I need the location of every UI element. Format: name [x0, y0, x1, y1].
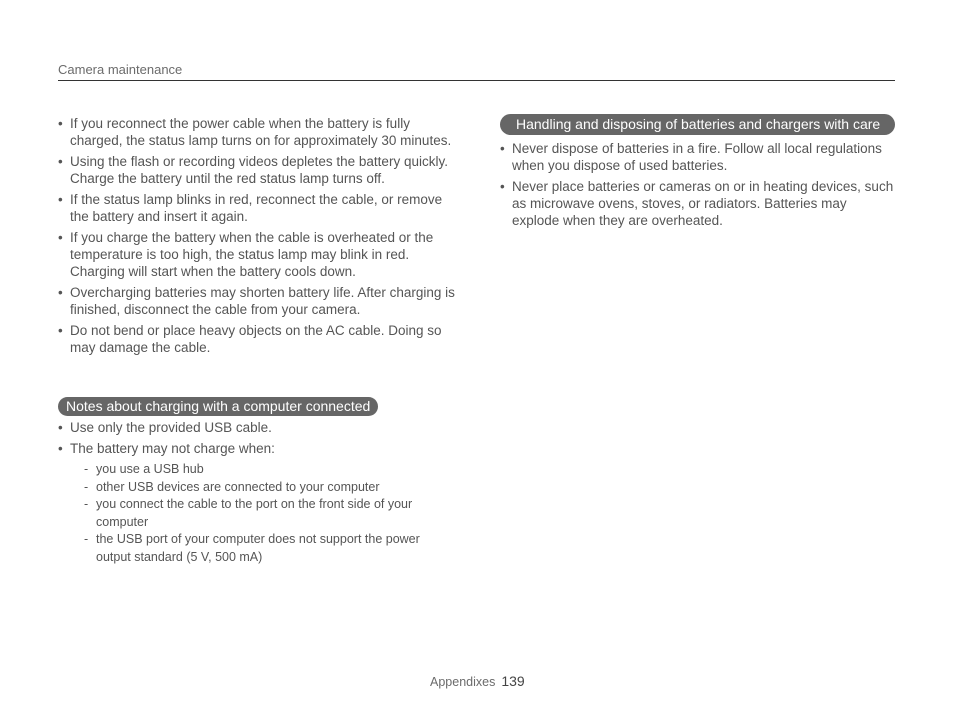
notes-column	[58, 419, 458, 570]
list-item: • Overcharging batteries may shorten battery life. After charging is finished, disconnect the cable from your camera.	[58, 284, 458, 318]
page-footer	[430, 673, 525, 689]
charging-tips-list	[58, 115, 458, 356]
battery-handling-title: Handling and disposing of batteries and chargers with care	[500, 114, 895, 135]
list-item: - you use a USB hub	[84, 461, 458, 479]
list-item: • If you charge the battery when the cable is overheated or the temperature is too high, the status lamp may blink in red. Charging will start when the battery cools down.	[58, 229, 458, 280]
notes-list	[58, 419, 458, 566]
list-item: - the USB port of your computer does not support the power output standard (5 V, 500 mA)	[84, 531, 458, 566]
list-item: • If the status lamp blinks in red, reconnect the cable, or remove the battery and insert it again.	[58, 191, 458, 225]
left-column	[58, 115, 458, 360]
list-item: • Never dispose of batteries in a fire. Follow all local regulations when you dispose of used batteries.	[500, 140, 895, 174]
right-column	[500, 114, 895, 233]
list-item: • Never place batteries or cameras on or in heating devices, such as microwave ovens, stoves, or radiators. Batteries may explode when they are overheated.	[500, 178, 895, 229]
battery-handling-list	[500, 140, 895, 229]
header-divider	[58, 80, 895, 81]
footer-label: Appendixes	[430, 675, 496, 689]
notes-section-title: Notes about charging with a computer connected	[58, 397, 378, 416]
list-item: - you connect the cable to the port on the front side of your computer	[84, 496, 458, 531]
page-number: 139	[501, 673, 525, 689]
list-item: • Use only the provided USB cable.	[58, 419, 458, 436]
list-item: - other USB devices are connected to your computer	[84, 479, 458, 497]
section-header: Camera maintenance	[58, 62, 183, 77]
conditions-list	[70, 461, 458, 566]
list-item: • If you reconnect the power cable when the battery is fully charged, the status lamp turns on for approximately 30 minutes.	[58, 115, 458, 149]
list-item-text: The battery may not charge when:	[70, 441, 275, 456]
list-item	[58, 440, 458, 566]
list-item: • Do not bend or place heavy objects on the AC cable. Doing so may damage the cable.	[58, 322, 458, 356]
list-item: • Using the flash or recording videos depletes the battery quickly. Charge the battery until the red status lamp turns off.	[58, 153, 458, 187]
